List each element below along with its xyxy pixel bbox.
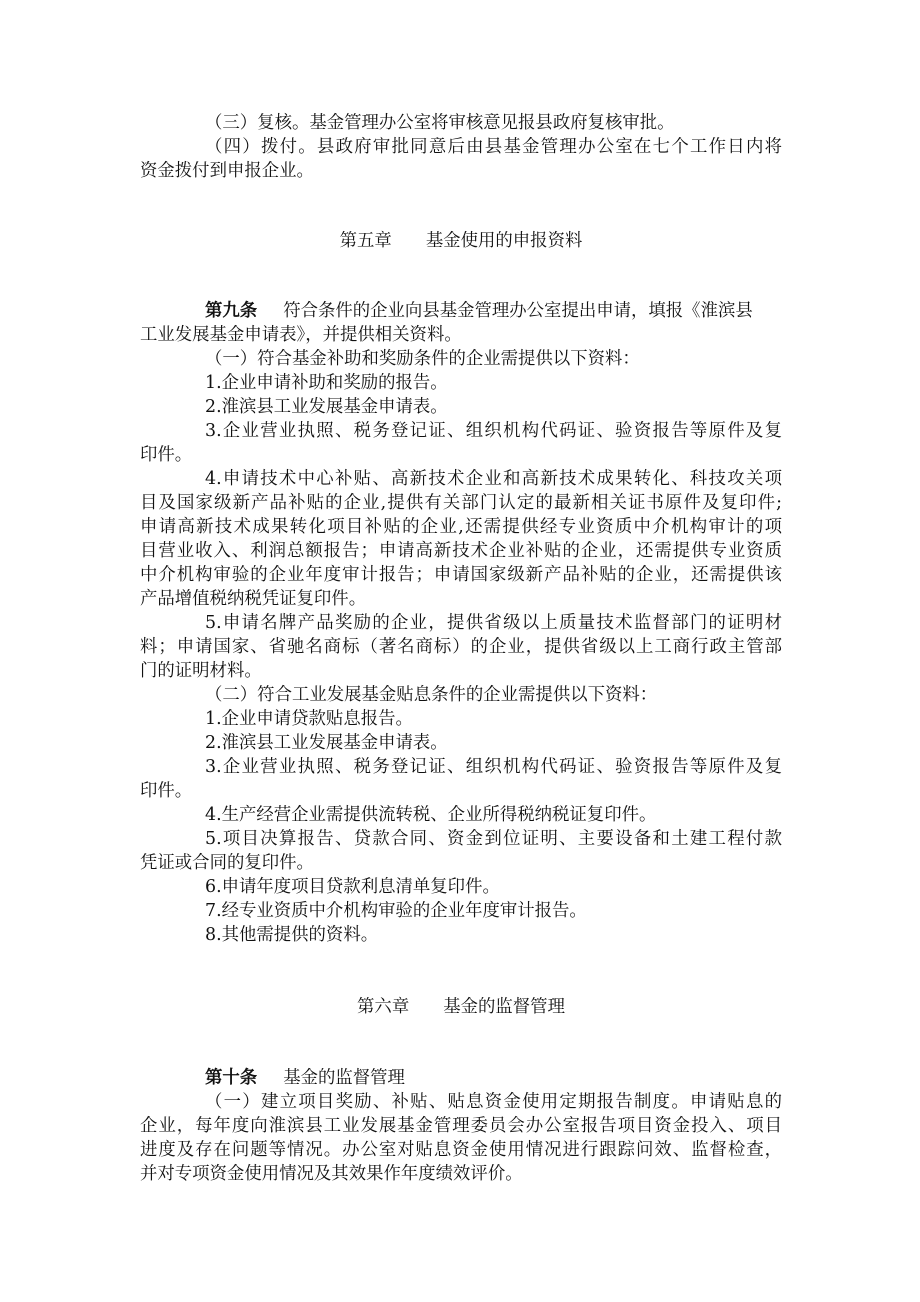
disburse-step-line1: （四）拨付。县政府审批同意后由县基金管理办公室在七个工作日内将 xyxy=(205,137,782,157)
part1-item2: 2.淮滨县工业发展基金申请表。 xyxy=(205,397,448,417)
article-9-line1 xyxy=(205,299,782,323)
article-10-title: 基金的监督管理 xyxy=(283,1068,405,1088)
article-10-part1-line4: 并对专项资金使用情况及其效果作年度绩效评价。 xyxy=(140,1164,523,1184)
part1-heading: （一）符合基金补助和奖励条件的企业需提供以下资料： xyxy=(205,349,640,369)
part2-item4: 4.生产经营企业需提供流转税、企业所得税纳税证复印件。 xyxy=(205,805,657,825)
article-9-text1: 符合条件的企业向县基金管理办公室提出申请，填报《淮滨县 xyxy=(283,301,753,321)
article-10-part1-line2: 企业，每年度向淮滨县工业发展基金管理委员会办公室报告项目资金投入、项目 xyxy=(140,1116,782,1136)
article-10-label: 第十条 xyxy=(205,1068,258,1088)
part2-heading: （二）符合工业发展基金贴息条件的企业需提供以下资料： xyxy=(205,685,658,705)
article-10-part1-line1: （一）建立项目奖励、补贴、贴息资金使用定期报告制度。申请贴息的 xyxy=(205,1092,782,1112)
chapter-5-title: 基金使用的申报资料 xyxy=(425,231,583,251)
part1-item1: 1.企业申请补助和奖励的报告。 xyxy=(205,373,448,393)
part2-item2: 2.淮滨县工业发展基金申请表。 xyxy=(205,733,448,753)
chapter-5-number: 第五章 xyxy=(339,231,392,251)
part1-item4-line5: 中介机构审验的企业年度审计报告；申请国家级新产品补贴的企业，还需提供该 xyxy=(140,565,782,585)
part1-item4-line2: 目及国家级新产品补贴的企业,提供有关部门认定的最新相关证书原件及复印件; xyxy=(140,493,782,513)
article-9-label: 第九条 xyxy=(205,301,258,321)
part2-item5-line1: 5.项目决算报告、贷款合同、资金到位证明、主要设备和土建工程付款 xyxy=(205,829,782,849)
part2-item3-line2: 印件。 xyxy=(140,781,193,801)
part2-item8: 8.其他需提供的资料。 xyxy=(205,925,379,945)
article-9-line2: 工业发展基金申请表》，并提供相关资料。 xyxy=(140,325,462,345)
review-step: （三）复核。基金管理办公室将审核意见报县政府复核审批。 xyxy=(205,113,675,133)
part1-item4-line3: 申请高新技术成果转化项目补贴的企业,还需提供经专业资质中介机构审计的项 xyxy=(140,517,782,537)
part1-item4-line1: 4.申请技术中心补贴、高新技术企业和高新技术成果转化、科技攻关项 xyxy=(205,469,782,489)
chapter-6-number: 第六章 xyxy=(357,997,410,1017)
chapter-6-title: 基金的监督管理 xyxy=(443,997,565,1017)
part1-item5-line2: 料；申请国家、省驰名商标（著名商标）的企业，提供省级以上工商行政主管部 xyxy=(140,637,782,657)
part2-item1: 1.企业申请贷款贴息报告。 xyxy=(205,709,413,729)
part2-item5-line2: 凭证或合同的复印件。 xyxy=(140,853,314,873)
part1-item3-line2: 印件。 xyxy=(140,445,193,465)
article-10-line1 xyxy=(205,1066,782,1090)
part2-item3-line1: 3.企业营业执照、税务登记证、组织机构代码证、验资报告等原件及复 xyxy=(205,757,782,777)
part2-item6: 6.申请年度项目贷款利息清单复印件。 xyxy=(205,877,500,897)
chapter-5-heading xyxy=(140,229,782,253)
article-10-part1-line3: 进度及存在问题等情况。办公室对贴息资金使用情况进行跟踪问效、监督检查， xyxy=(140,1140,782,1160)
chapter-6-heading xyxy=(140,995,782,1019)
part2-item7: 7.经专业资质中介机构审验的企业年度审计报告。 xyxy=(205,901,587,921)
disburse-step-line2: 资金拨付到申报企业。 xyxy=(140,161,314,181)
part1-item4-line4: 目营业收入、利润总额报告；申请高新技术企业补贴的企业，还需提供专业资质 xyxy=(140,541,782,561)
part1-item5-line3: 门的证明材料。 xyxy=(140,661,262,681)
part1-item5-line1: 5.申请名牌产品奖励的企业，提供省级以上质量技术监督部门的证明材 xyxy=(205,613,782,633)
part1-item4-line6: 产品增值税纳税凭证复印件。 xyxy=(140,589,367,609)
part1-item3-line1: 3.企业营业执照、税务登记证、组织机构代码证、验资报告等原件及复 xyxy=(205,421,782,441)
